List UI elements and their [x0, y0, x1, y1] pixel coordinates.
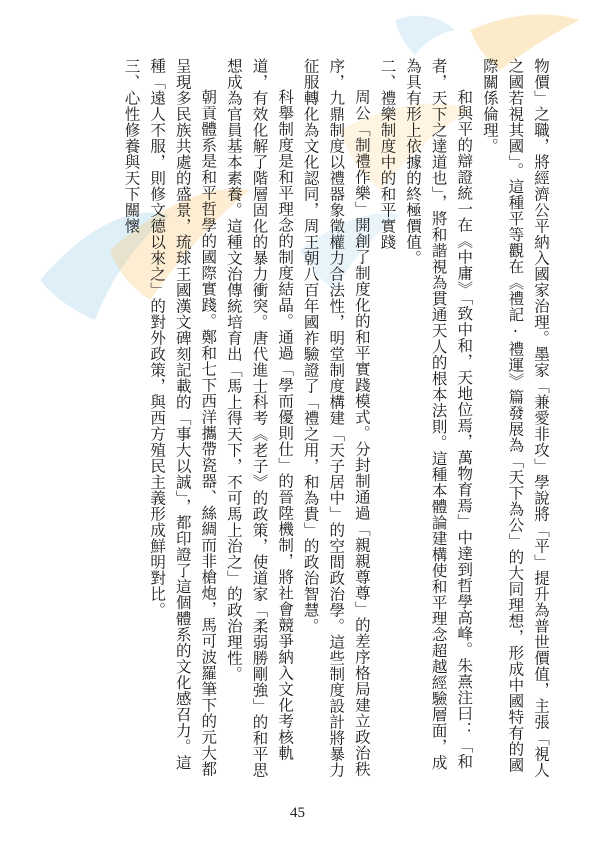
section-heading-2: 二、禮樂制度中的和平實踐	[378, 58, 397, 250]
paragraph-1: 物價」之職，將經濟公平納入國家治理。墨家「兼愛非攻」學說將「平」提升為普世價值，主張「視人之國若視其國」。這種平等觀在《禮記·禮運》篇發展為「天下為公」的大同理想，形成中國特有的國際關係倫理。	[480, 58, 550, 778]
paragraph-5: 朝貢體系是和平哲學的國際實踐。鄭和七下西洋攜帶瓷器、絲綢而非槍炮，馬可波羅筆下的元大都呈現多民族共處的盛景，琉球王國漢文碑刻記載的「事大以誠」，都印證了這個體系的文化感召力。這種「遠人不服，則修文德以來之」的對外政策，與西方殖民主義形成鮮明對比。	[148, 58, 218, 777]
vertical-text-body	[42, 58, 553, 786]
paragraph-4: 科舉制度是和平理念的制度結晶。通過「學而優則仕」的晉陞機制，將社會競爭納入文化考核軌道，有效化解了階層固化的暴力衝突。唐代進士科考《老子》的政策，使道家「柔弱勝剛強」的和平思想成為官員基本素養。這種文治傳統培育出「馬上得天下，不可馬上治之」的政治理性。	[224, 58, 295, 778]
paragraph-3: 周公「制禮作樂」開創了制度化的和平實踐模式。分封制通過「親親尊尊」的差序格局建立政治秩序，九鼎制度以禮器象徵權力合法性，明堂制度構建「天子居中」的空間政治學。這些制度設計將暴力征服轉化為文化認同，周王朝八百年國祚驗證了「禮之用，和為貴」的政治智慧。	[301, 58, 371, 778]
page-number: 45	[290, 805, 305, 821]
section-heading-3: 三、心性修養與天下關懷	[122, 58, 141, 234]
blue-wing-top-icon	[395, 16, 455, 55]
paragraph-2: 和與平的辯證統一在《中庸》「致中和，天地位焉，萬物育焉」中達到哲學高峰。朱熹注曰：「和者，天下之達道也」，將和諧視為貫通天人的根本法則。這種本體論建構使和平理念超越經驗層面，成為具有形上依據的終極價值。	[404, 58, 474, 771]
